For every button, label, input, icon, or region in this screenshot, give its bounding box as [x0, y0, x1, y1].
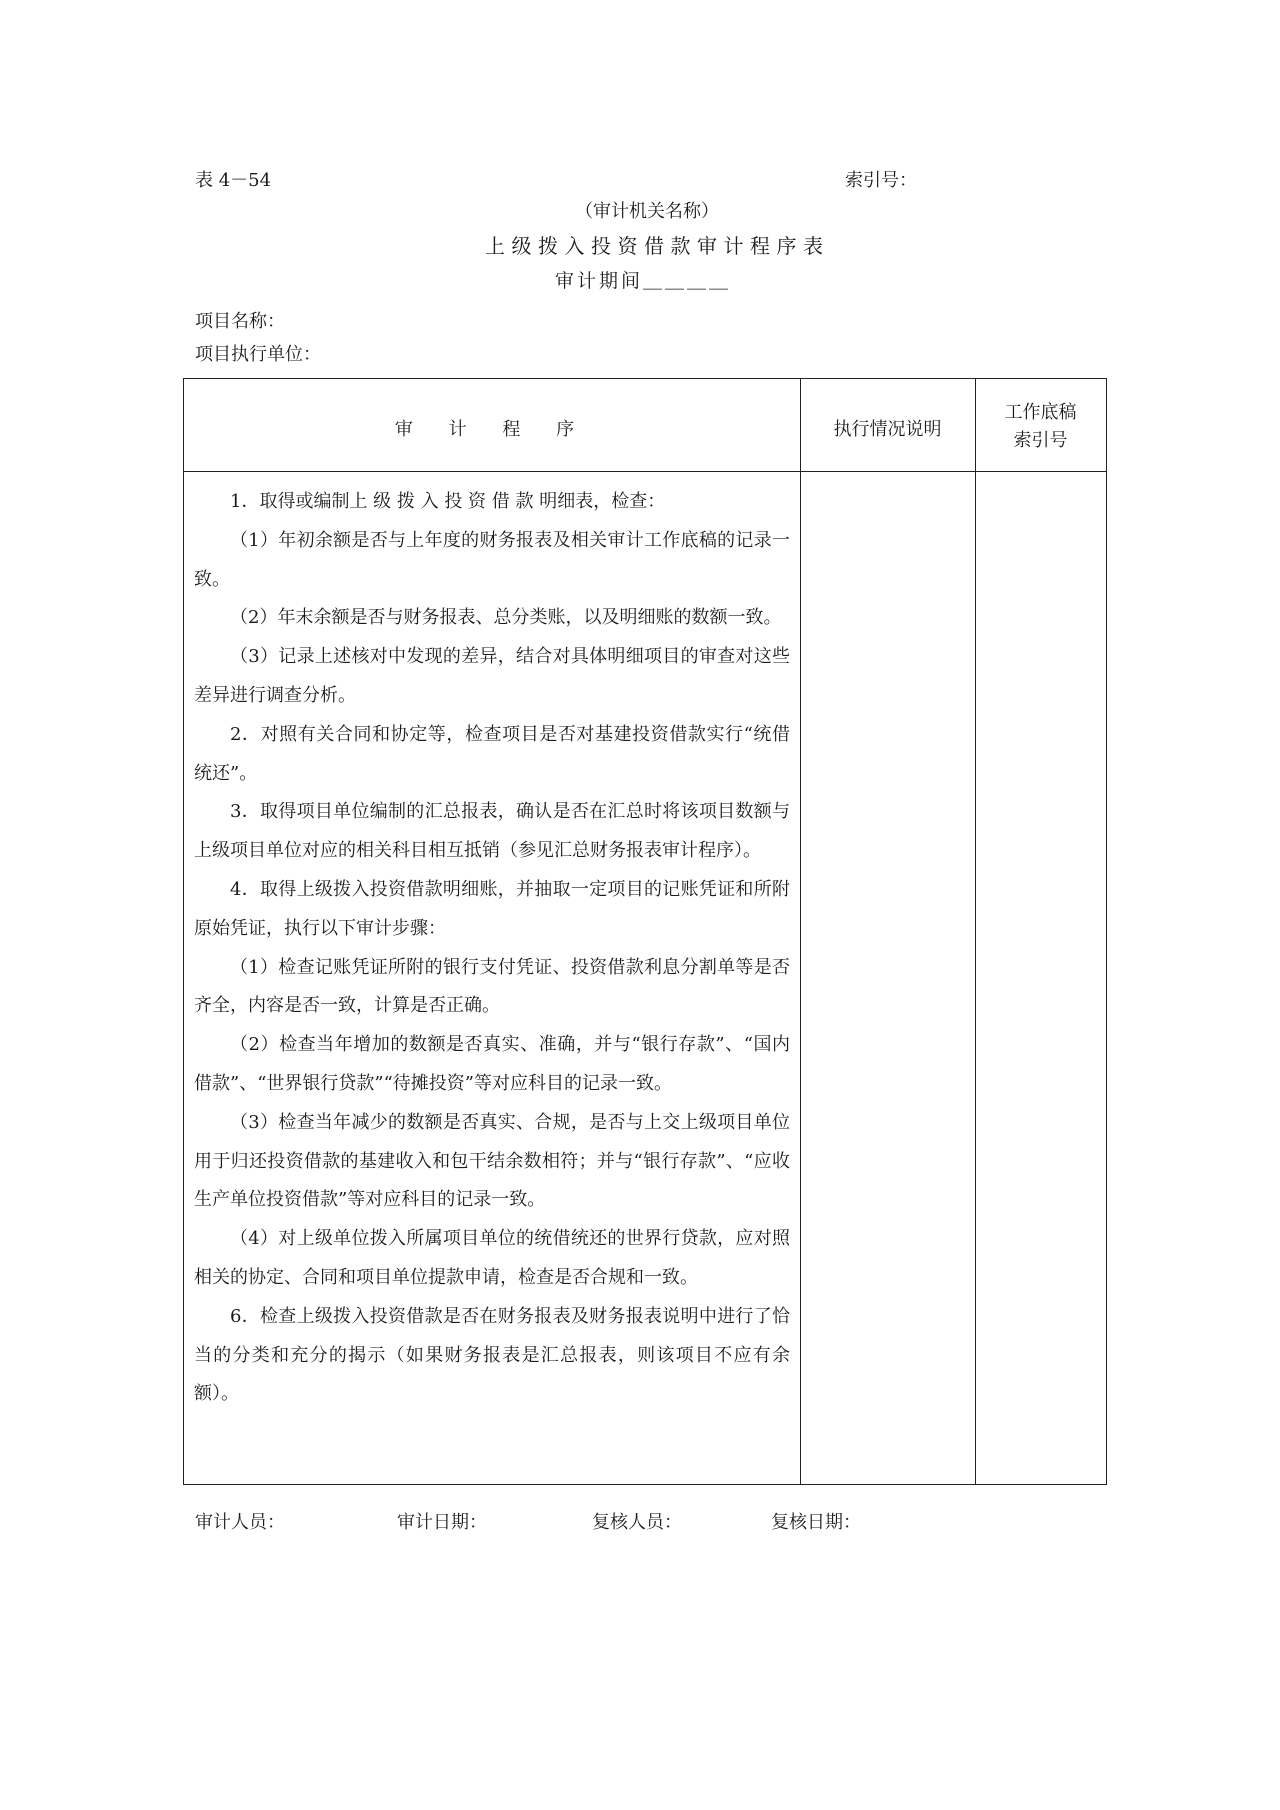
procedure-step: 2．对照有关合同和协定等，检查项目是否对基建投资借款实行“统借统还”。: [194, 723, 790, 784]
procedure-step: （2）检查当年增加的数额是否真实、准确，并与“银行存款”、“国内借款”、“世界银行贷款”“待摊投资”等对应科目的记录一致。: [194, 1034, 790, 1094]
column-divider: [975, 379, 976, 1484]
column-header-procedure: 审 计 程 序: [394, 419, 590, 440]
audit-period: 审计期间＿＿＿＿: [555, 270, 732, 292]
column-header-reference-line2: 索引号: [1013, 430, 1068, 451]
agency-name: （审计机关名称）: [575, 201, 719, 222]
column-divider: [800, 379, 801, 1484]
audit-procedure-table: [183, 378, 1107, 1485]
column-header-reference: [975, 399, 1106, 455]
project-name-label: 项目名称：: [195, 311, 285, 332]
procedure-steps: [194, 483, 790, 1414]
index-number-label: 索引号：: [845, 170, 917, 191]
table-number: 表 4－54: [195, 170, 272, 191]
procedure-step: （1）检查记账凭证所附的银行支付凭证、投资借款利息分割单等是否齐全，内容是否一致，计算是否正确。: [194, 956, 790, 1017]
project-unit-label: 项目执行单位：: [195, 344, 321, 365]
audit-date-label: 审计日期：: [397, 1512, 487, 1533]
procedure-step: （4）对上级单位拨入所属项目单位的统借统还的世界行贷款，应对照相关的协定、合同和项目单位提款申请，检查是否合规和一致。: [194, 1228, 790, 1288]
procedure-step: （1）年初余额是否与上年度的财务报表及相关审计工作底稿的记录一致。: [194, 529, 790, 590]
procedure-step: （3）记录上述核对中发现的差异，结合对具体明细项目的审查对这些差异进行调查分析。: [194, 646, 790, 706]
procedure-step: 4．取得上级拨入投资借款明细账，并抽取一定项目的记账凭证和所附原始凭证，执行以下审计步骤：: [194, 878, 790, 939]
document-title: 上级拨入投资借款审计程序表: [485, 234, 830, 258]
procedure-step: 6．检查上级拨入投资借款是否在财务报表及财务报表说明中进行了恰当的分类和充分的揭示（如果财务报表是汇总报表，则该项目不应有余额）。: [194, 1305, 790, 1405]
procedure-step: （2）年末余额是否与财务报表、总分类账，以及明细账的数额一致。: [230, 607, 782, 629]
procedure-step: 3．取得项目单位编制的汇总报表，确认是否在汇总时将该项目数额与上级项目单位对应的相关科目相互抵销（参见汇总财务报表审计程序）。: [194, 801, 790, 862]
reviewer-label: 复核人员：: [592, 1512, 682, 1533]
review-date-label: 复核日期：: [771, 1512, 861, 1533]
header-divider: [184, 471, 1106, 472]
auditor-label: 审计人员：: [195, 1512, 285, 1533]
procedure-step: 1．取得或编制上 级 拨 入 投 资 借 款 明细表，检查：: [230, 491, 666, 512]
procedure-step: （3）检查当年减少的数额是否真实、合规，是否与上交上级项目单位用于归还投资借款的基建收入和包干结余数相符；并与“银行存款”、“应收生产单位投资借款”等对应科目的记录一致。: [194, 1111, 790, 1211]
column-header-reference-line1: 工作底稿: [1004, 402, 1077, 423]
column-header-execution: 执行情况说明: [833, 419, 942, 440]
